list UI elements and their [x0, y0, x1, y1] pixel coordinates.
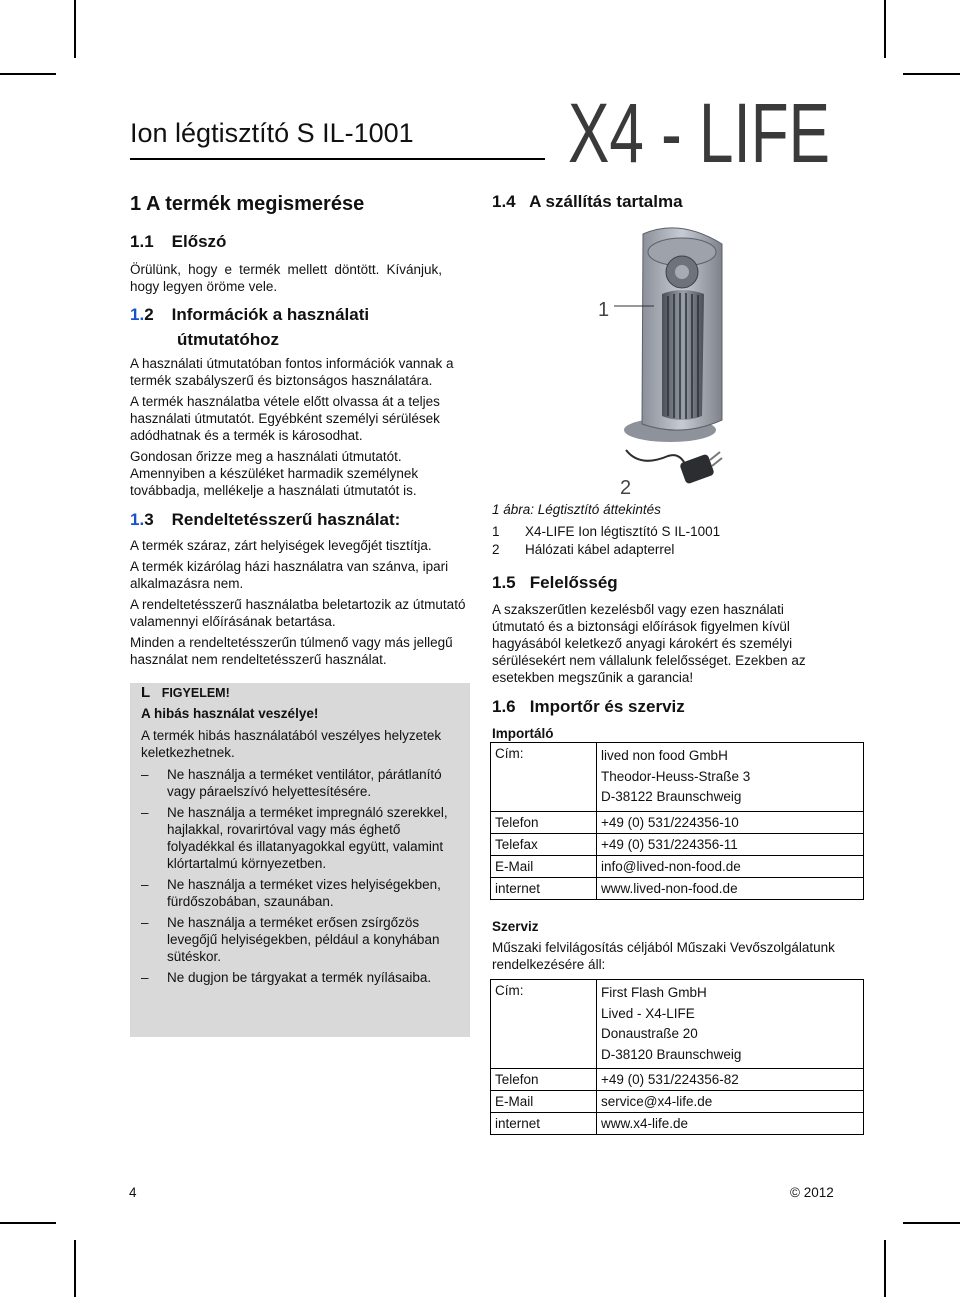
- section-title: Előszó: [171, 232, 227, 251]
- adapter-prong: [710, 452, 720, 460]
- warning-heading: [141, 684, 461, 702]
- crop-mark: [903, 73, 960, 75]
- address-line: Lived - X4-LIFE: [601, 1005, 695, 1021]
- crop-mark: [903, 1222, 960, 1224]
- address-line: Theodor-Heuss-Straße 3: [601, 768, 751, 784]
- email-value[interactable]: info@lived-non-food.de: [597, 855, 864, 877]
- usage-text: A rendeltetésszerű használatba beletartozik az útmutató valamennyi előírásának betartása.: [130, 597, 466, 629]
- table-row: [491, 1069, 864, 1091]
- usage-text: A termék kizárólag házi használatra van szánva, ipari alkalmazásra nem.: [130, 559, 449, 591]
- table-key: E-Mail: [491, 1091, 597, 1113]
- table-value: +49 (0) 531/224356-11: [597, 833, 864, 855]
- website-value[interactable]: www.lived-non-food.de: [597, 877, 864, 899]
- table-row: [491, 811, 864, 833]
- figure-legend: [492, 523, 720, 558]
- section-1-heading: 1 A termék megismerése: [130, 193, 365, 215]
- section-number: 1: [144, 232, 154, 251]
- warning-item: – Ne használja a terméket vizes helyiségekben, fürdőszobában, szaunában.: [141, 876, 461, 910]
- table-row: [491, 855, 864, 877]
- figure-caption: 1 ábra: Légtisztító áttekintés: [492, 502, 661, 517]
- service-text: Műszaki felvilágosítás céljából Műszaki Vevőszolgálatunk rendelkezésére áll:: [492, 940, 835, 972]
- address-line: D-38122 Braunschweig: [601, 789, 742, 804]
- importer-label: Importáló: [492, 726, 554, 741]
- warning-label: FIGYELEM!: [161, 686, 230, 700]
- warning-list: [141, 766, 461, 986]
- table-key: Telefax: [491, 833, 597, 855]
- table-key: E-Mail: [491, 855, 597, 877]
- crop-mark: [74, 0, 76, 58]
- section-title: Rendeltetésszerű használat:: [171, 510, 401, 529]
- manual-info-text: A használati útmutatóban fontos információk vannak a termék szabályszerű és biztonságos használatára.: [130, 356, 454, 388]
- service-label: Szerviz: [492, 919, 539, 934]
- section-1-2-heading: [130, 302, 369, 352]
- warning-intro: A termék hibás használatából veszélyes helyzetek keletkezhetnek.: [141, 728, 442, 760]
- x4-life-logo: [568, 86, 832, 180]
- table-row: [491, 877, 864, 899]
- table-key: internet: [491, 877, 597, 899]
- address-line: lived non food GmbH: [601, 748, 728, 763]
- table-key: internet: [491, 1113, 597, 1135]
- product-figure: [490, 220, 770, 500]
- adapter-prong: [712, 458, 722, 466]
- legend-item: [492, 541, 720, 558]
- figure-label-1: 1: [598, 299, 610, 321]
- section-number: 3: [144, 510, 154, 529]
- control-knob-center: [675, 265, 689, 279]
- section-1-4-heading: 1.4 A szállítás tartalma: [492, 192, 683, 211]
- table-key: Cím:: [491, 743, 597, 812]
- section-number: 2: [144, 305, 154, 324]
- figure-label-2: 2: [620, 477, 632, 499]
- power-adapter-icon: [679, 454, 715, 485]
- manual-info-text: A termék használatba vétele előtt olvassa át a teljes használati útmutatót. Egyébként személyi sérülések adódhatnak és a termék is károsodhat.: [130, 394, 440, 443]
- crop-mark: [884, 0, 886, 58]
- table-value: [597, 980, 864, 1069]
- usage-text: A termék száraz, zárt helyiségek levegőjét tisztítja.: [130, 538, 432, 553]
- legend-number: 1: [492, 524, 500, 539]
- section-1-6-heading: 1.6 Importőr és szerviz: [492, 697, 685, 716]
- section-1-3-heading: [130, 510, 400, 530]
- manual-info-text: Gondosan őrizze meg a használati útmutatót.: [130, 449, 402, 464]
- foreword-text: Örülünk, hogy e termék mellett döntött. Kívánjuk, hogy legyen öröme vele.: [130, 262, 442, 294]
- warning-icon: L: [141, 684, 151, 701]
- warning-item: – Ne használja a terméket ventilátor, párátlanító vagy páraelszívó helyettesítésére.: [141, 766, 461, 800]
- section-number: 1.: [130, 305, 145, 324]
- section-1-5-heading: 1.5 Felelősség: [492, 573, 618, 592]
- address-line: Donaustraße 20: [601, 1026, 698, 1041]
- table-row: [491, 1113, 864, 1135]
- section-title: útmutatóhoz: [177, 330, 279, 349]
- crop-mark: [0, 73, 56, 75]
- service-table: [490, 979, 864, 1135]
- section-number: 1.: [130, 232, 145, 251]
- title-underline: [130, 158, 545, 160]
- importer-table: [490, 742, 864, 900]
- logo-text: X4 - LIFE: [568, 86, 830, 180]
- page-title: Ion légtisztító S IL-1001: [130, 118, 414, 148]
- table-value: [597, 743, 864, 812]
- table-row: [491, 833, 864, 855]
- table-row: [491, 980, 864, 1069]
- legend-text: X4-LIFE Ion légtisztító S IL-1001: [525, 524, 721, 539]
- crop-mark: [884, 1240, 886, 1297]
- warning-item: – Ne dugjon be tárgyakat a termék nyílásaiba.: [141, 969, 461, 986]
- crop-mark: [0, 1222, 56, 1224]
- address-line: D-38120 Braunschweig: [601, 1046, 742, 1062]
- page-number: 4: [129, 1185, 137, 1200]
- section-title: Információk a használati: [171, 305, 370, 324]
- section-number: 1.: [130, 510, 145, 529]
- warning-box: [130, 683, 470, 1037]
- usage-text: Minden a rendeltetésszerűn túlmenő vagy más jellegű használat nem rendeltetésszerű használat.: [130, 635, 453, 667]
- website-value[interactable]: www.x4-life.de: [597, 1113, 864, 1135]
- crop-mark: [74, 1240, 76, 1297]
- warning-item: – Ne használja a terméket impregnáló szerekkel, hajlakkal, rovarirtóval vagy más éghető folyadékkal és illatanyagokkal együtt, valamint klórtartalmú környezetben.: [141, 804, 461, 872]
- email-value[interactable]: service@x4-life.de: [597, 1091, 864, 1113]
- legend-number: 2: [492, 542, 500, 557]
- legend-text: Hálózati kábel adapterrel: [525, 542, 675, 557]
- table-row: [491, 1091, 864, 1113]
- table-key: Telefon: [491, 1069, 597, 1091]
- copyright: © 2012: [790, 1185, 834, 1200]
- table-value: +49 (0) 531/224356-10: [597, 811, 864, 833]
- warning-item: – Ne használja a terméket erősen zsírgőzös levegőjű helyiségekben, például a konyhában sütéskor.: [141, 914, 461, 965]
- liability-text: A szakszerűtlen kezelésből vagy ezen használati útmutató és a biztonsági előírások figyelmen kívül hagyásából keletkező anyagi károkért és személyi sérülésekért nem vállalunk felelősséget. Ezekben az esetekben megszűnik a garancia!: [492, 602, 806, 685]
- power-cable: [626, 450, 686, 466]
- table-key: Telefon: [491, 811, 597, 833]
- warning-subtitle: A hibás használat veszélye!: [141, 706, 319, 721]
- section-1-1-heading: [130, 232, 226, 252]
- table-value: +49 (0) 531/224356-82: [597, 1069, 864, 1091]
- manual-info-text: Amennyiben a készüléket harmadik személynek továbbadja, mellékelje a használati útmutatót is.: [130, 466, 419, 498]
- address-line: First Flash GmbH: [601, 985, 707, 1000]
- table-row: [491, 743, 864, 812]
- legend-item: [492, 523, 720, 540]
- table-key: Cím:: [491, 980, 597, 1069]
